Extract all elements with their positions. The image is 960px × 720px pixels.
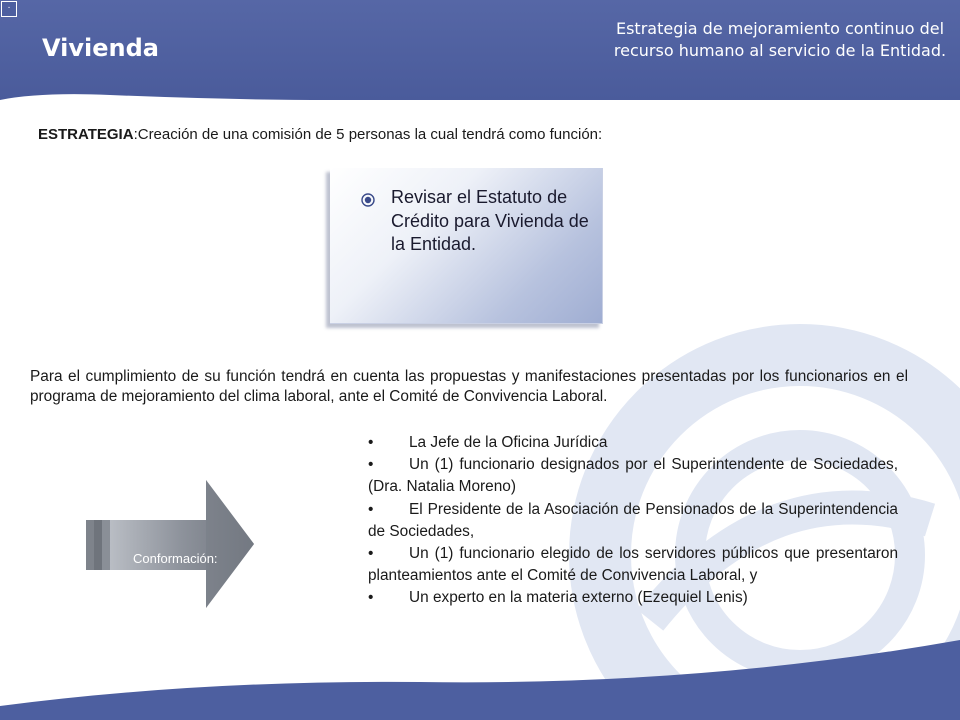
bullet-icon: • [368,545,374,563]
bullet-icon: • [368,500,374,518]
member-text: Un experto en la materia externo (Ezequiel Lenis) [409,589,748,607]
arrow-icon [86,480,266,615]
page-title: Vivienda [42,34,159,62]
function-box-text: Revisar el Estatuto de Crédito para Vivienda de la Entidad. [391,187,589,254]
member-list [368,432,898,610]
bullet-icon: • [368,434,374,451]
member-text: El Presidente de la Asociación de Pensionados de la Superintendencia de Sociedades, [368,500,898,540]
strategy-label: ESTRATEGIA [38,126,134,143]
radio-bullet-icon [360,192,376,208]
conformacion-label: Conformación: [133,551,218,566]
strategy-line [38,126,602,143]
member-text: La Jefe de la Oficina Jurídica [409,434,608,451]
member-text: Un (1) funcionario designados por el Superintendente de Sociedades, (Dra. Natalia Moreno) [368,456,898,496]
list-item [368,454,898,498]
bullet-icon: • [368,456,374,474]
list-item [368,499,898,543]
bullet-icon: • [368,589,374,607]
function-paragraph: Para el cumplimiento de su función tendrá en cuenta las propuestas y manifestaciones presentadas por los funcionarios en el programa de mejoramiento del clima laboral, ante el Comité de Convivencia Laboral. [30,368,908,405]
list-item [368,587,898,609]
strategy-text: :Creación de una comisión de 5 personas la cual tendrá como función: [133,126,603,143]
list-item [368,543,898,587]
member-text: Un (1) funcionario elegido de los servidores públicos que presentaron planteamientos ante el Comité de Convivencia Laboral, y [368,545,898,585]
list-item [368,432,898,454]
corner-box: · [1,1,17,17]
header-subtitle: Estrategia de mejoramiento continuo del recurso humano al servicio de la Entidad. [613,19,947,60]
